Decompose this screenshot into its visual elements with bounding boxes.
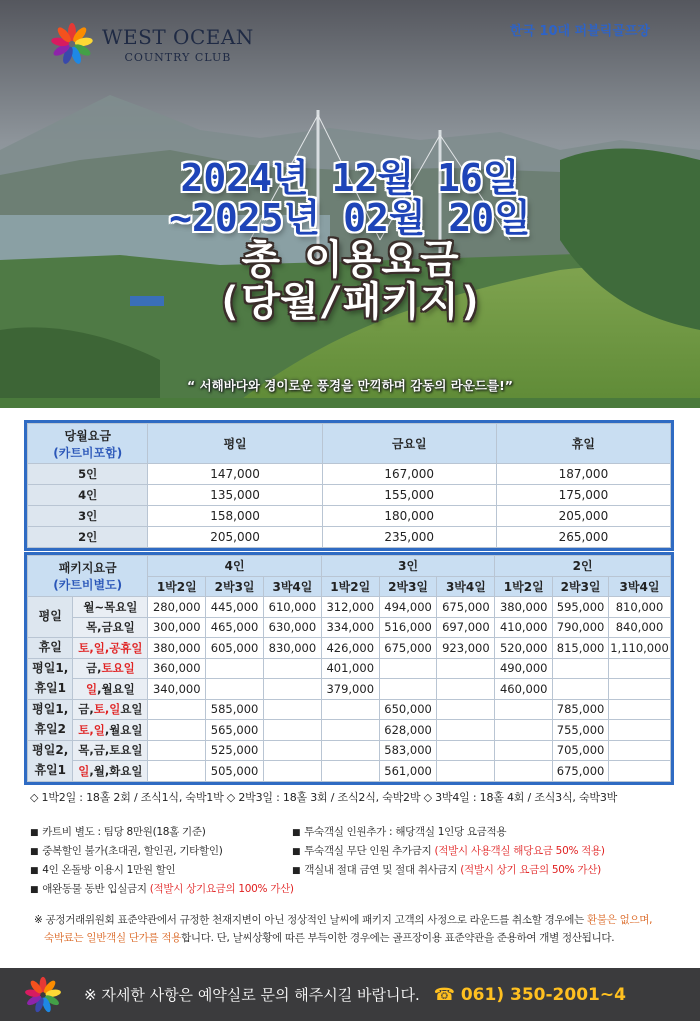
table-cell: 830,000 [264,638,322,659]
day-range: 목,금요일 [73,617,148,638]
table-cell: 840,000 [609,617,671,638]
footer-flower-logo-icon [24,976,62,1014]
table-cell [495,720,553,741]
daily-header-weekday: 평일 [148,424,322,464]
table-cell [264,720,322,741]
day-range: 일,월요일 [73,679,148,700]
day-range: 토,일,월요일 [73,720,148,741]
table-cell: 697,000 [437,617,495,638]
table-cell: 380,000 [148,638,206,659]
package-corner-title: 패키지요금 [58,561,117,575]
package-rate-table [24,552,674,785]
day-range: 토,일,공휴일 [73,638,148,659]
table-cell: 426,000 [321,638,379,659]
table-cell: 520,000 [495,638,553,659]
table-cell: 675,000 [437,597,495,618]
table-cell: 235,000 [322,527,496,548]
table-row [28,527,671,548]
subheader: 3박4일 [609,576,671,597]
table-cell [495,740,553,761]
table-row [28,720,671,741]
table-cell [553,679,609,700]
hero-title-line3: 총 이용요금 [241,236,459,283]
table-cell [553,658,609,679]
table-cell: 1,110,000 [609,638,671,659]
table-cell: 265,000 [496,527,670,548]
table-cell: 810,000 [609,597,671,618]
table-cell [609,740,671,761]
subheader: 1박2일 [148,576,206,597]
table-cell: 755,000 [553,720,609,741]
table-cell: 516,000 [379,617,437,638]
hero-banner [0,0,700,408]
table-cell: 490,000 [495,658,553,679]
table-cell: 379,000 [321,679,379,700]
table-cell [264,658,322,679]
bullet-item: ■ 애완동물 동반 입실금지 (적발시 상기요금의 100% 가산) [30,881,292,896]
group-header-2: 2인 [495,556,671,577]
bullet-item: ■ 투숙객실 인원추가 : 해당객실 1인당 요금적용 [292,824,680,839]
table-cell [437,658,495,679]
table-cell: 380,000 [495,597,553,618]
table-cell: 410,000 [495,617,553,638]
table-cell [495,761,553,782]
group-header-3: 3인 [321,556,494,577]
warning-line2: 숙박료는 일반객실 단가를 적용합니다. 단, 날씨상황에 따른 부득이한 경우에는 골프장이용 표준약관을 준용하여 개별 정산됩니다. [44,932,615,945]
brand-subtitle: COUNTRY CLUB [124,50,232,64]
table-row [28,485,671,506]
bullet-item: ■ 객실내 절대 금연 및 절대 취사금지 (적발시 상기 요금의 50% 가산) [292,862,680,877]
daily-corner-sub: (카트비포함) [53,445,123,460]
table-cell [148,699,206,720]
table-cell [148,740,206,761]
table-cell [264,679,322,700]
table-cell: 340,000 [148,679,206,700]
table-cell: 565,000 [206,720,264,741]
table-cell: 494,000 [379,597,437,618]
table-cell: 595,000 [553,597,609,618]
package-table-corner [28,556,148,597]
table-cell: 167,000 [322,464,496,485]
policy-bullets [30,824,680,896]
table-cell [609,658,671,679]
table-cell: 280,000 [148,597,206,618]
table-cell [609,720,671,741]
table-row [28,597,671,618]
table-cell [379,658,437,679]
table-row [28,638,671,659]
package-header-row [28,556,671,577]
subheader: 1박2일 [321,576,379,597]
table-cell: 460,000 [495,679,553,700]
table-cell: 790,000 [553,617,609,638]
day-range: 목,금,토요일 [73,740,148,761]
section-label: 평일1, 휴일1 [28,658,73,699]
table-cell [148,720,206,741]
table-cell: 505,000 [206,761,264,782]
daily-header-holiday: 휴일 [496,424,670,464]
subheader: 1박2일 [495,576,553,597]
table-row [28,658,671,679]
table-cell [437,679,495,700]
table-cell [206,658,264,679]
table-cell: 705,000 [553,740,609,761]
table-cell [321,720,379,741]
table-cell [609,679,671,700]
subheader: 3박4일 [437,576,495,597]
section-label: 평일1, 휴일2 [28,699,73,740]
package-description: ◇ 1박2일 : 18홀 2회 / 조식1식, 숙박1박 ◇ 2박3일 : 18홀 3회 / 조식2식, 숙박2박 ◇ 3박4일 : 18홀 4회 / 조식3식, 숙박3박 [30,791,618,804]
table-cell [379,679,437,700]
day-range: 일,월,화요일 [73,761,148,782]
subheader: 3박4일 [264,576,322,597]
daily-table-header-row [28,424,671,464]
footer-notice: ※ 자세한 사항은 예약실로 문의 해주시길 바랍니다. [84,986,420,1004]
table-cell [264,699,322,720]
table-row [28,464,671,485]
reservation-phone[interactable]: ☎ 061) 350-2001~4 [433,984,626,1005]
table-cell: 205,000 [148,527,322,548]
table-cell: 158,000 [148,506,322,527]
table-cell: 300,000 [148,617,206,638]
table-cell: 630,000 [264,617,322,638]
table-cell: 312,000 [321,597,379,618]
table-cell [264,740,322,761]
table-row [28,617,671,638]
bullet-item: ■ 투숙객실 무단 인원 추가금지 (적발시 사용객실 해당요금 50% 적용) [292,843,680,858]
row-label: 5인 [28,464,148,485]
table-cell [321,761,379,782]
daily-corner-title: 당월요금 [64,428,111,443]
table-row [28,506,671,527]
table-cell: 135,000 [148,485,322,506]
table-cell [495,699,553,720]
table-cell: 525,000 [206,740,264,761]
section-label: 평일2, 휴일1 [28,740,73,781]
table-cell: 205,000 [496,506,670,527]
table-cell [206,679,264,700]
subheader: 2박3일 [553,576,609,597]
table-cell: 815,000 [553,638,609,659]
cancellation-warning [34,911,674,948]
hero-title-line4: (당월/패키지) [217,278,483,325]
daily-header-friday: 금요일 [322,424,496,464]
section-label: 휴일 [28,638,73,659]
table-cell: 585,000 [206,699,264,720]
day-range: 금,토요일 [73,658,148,679]
bullet-item: ■ 카트비 별도 : 팀당 8만원(18홀 기준) [30,824,292,839]
table-cell: 610,000 [264,597,322,618]
row-label: 3인 [28,506,148,527]
package-corner-sub: (카트비별도) [53,578,123,592]
table-row [28,740,671,761]
hero-title-line1: 2024년 12월 16일 [180,156,520,200]
table-row [28,679,671,700]
table-cell [321,740,379,761]
bullet-item: ■ 4인 온돌방 이용시 1만원 할인 [30,862,292,877]
top-badge-text: 한국 10대 퍼블릭골프장 [509,24,650,39]
table-cell: 147,000 [148,464,322,485]
table-cell [609,761,671,782]
table-cell [437,740,495,761]
footer-bar [0,968,700,1021]
section-label: 평일 [28,597,73,638]
brand-logo-block [50,22,254,66]
daily-rate-table [24,420,674,551]
table-row [28,699,671,720]
table-cell: 583,000 [379,740,437,761]
table-cell: 785,000 [553,699,609,720]
group-header-4: 4인 [148,556,321,577]
table-cell [609,699,671,720]
table-cell: 465,000 [206,617,264,638]
table-cell [437,761,495,782]
table-cell: 605,000 [206,638,264,659]
club-flower-logo-icon [50,22,94,66]
day-range: 금,토,일요일 [73,699,148,720]
table-cell [264,761,322,782]
table-cell: 561,000 [379,761,437,782]
hero-title [0,158,700,323]
table-cell: 628,000 [379,720,437,741]
package-table-body [28,597,671,782]
table-cell: 180,000 [322,506,496,527]
row-label: 2인 [28,527,148,548]
table-cell: 445,000 [206,597,264,618]
row-label: 4인 [28,485,148,506]
table-cell: 675,000 [379,638,437,659]
table-cell: 650,000 [379,699,437,720]
hero-quote: “ 서해바다와 경이로운 풍경을 만끽하며 감동의 라운드를!” [187,378,513,393]
table-row [28,761,671,782]
table-cell: 923,000 [437,638,495,659]
table-cell [437,720,495,741]
day-range: 월~목요일 [73,597,148,618]
table-cell [437,699,495,720]
bullet-item: ■ 중복할인 불가(초대권, 할인권, 기타할인) [30,843,292,858]
brand-name: WEST OCEAN [102,24,254,49]
table-cell: 187,000 [496,464,670,485]
warning-line1: ※ 공정거래위원회 표준약관에서 규정한 천재지변이 아닌 정상적인 날씨에 패키지 고객의 사정으로 라운드를 취소할 경우에는 환불은 없으며, [34,914,653,926]
table-cell: 334,000 [321,617,379,638]
table-cell: 155,000 [322,485,496,506]
table-cell: 360,000 [148,658,206,679]
daily-table-corner [28,424,148,464]
table-cell: 175,000 [496,485,670,506]
table-cell: 675,000 [553,761,609,782]
hero-title-line2: ~2025년 02월 20일 [169,196,531,241]
table-cell [148,761,206,782]
subheader: 2박3일 [379,576,437,597]
subheader: 2박3일 [206,576,264,597]
table-cell [321,699,379,720]
table-cell: 401,000 [321,658,379,679]
